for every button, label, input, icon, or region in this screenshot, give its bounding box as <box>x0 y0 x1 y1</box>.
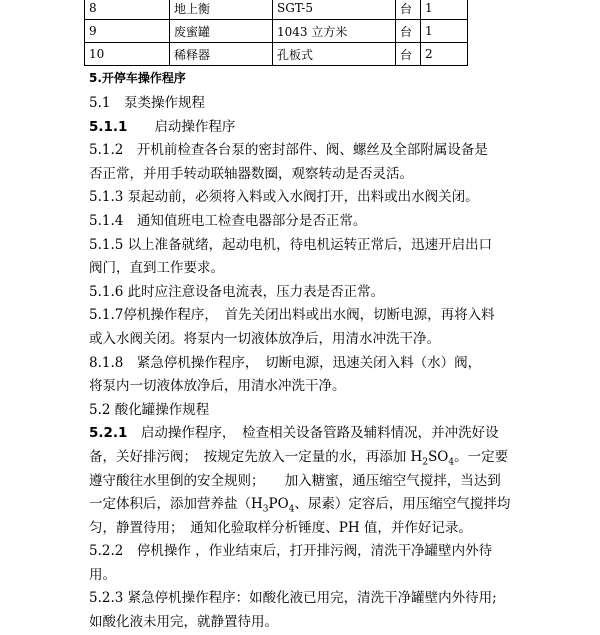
table-cell-unit: 台 <box>396 0 421 20</box>
text-span: 备，关好排污阀； 按规定先放入一定量的水，再添加 H <box>89 448 423 465</box>
paragraph-line: 用。 <box>89 566 116 583</box>
section-heading: 5.开停车操作程序 <box>89 71 186 85</box>
text-span: 。一定要 <box>454 448 509 465</box>
table-cell-spec: 孔板式 <box>273 43 396 66</box>
paragraph-line: 如酸化液未用完，就静置待用。 <box>89 614 278 631</box>
table-cell-qty: 2 <box>421 43 468 66</box>
table-cell-no: 9 <box>85 20 170 43</box>
table-cell-spec: 1043 立方米 <box>273 20 396 43</box>
subscript: 2 <box>422 457 429 468</box>
paragraph-line: 匀，静置待用； 通知化验取样分析锤度、PH 值，并作好记录。 <box>89 519 472 536</box>
table-row <box>85 20 468 43</box>
paragraph-line: 5.1.2 开机前检查各台泵的密封部件、阀、螺丝及全部附属设备是 <box>89 142 488 159</box>
table-cell-no: 8 <box>85 0 170 20</box>
subscript: 4 <box>448 457 455 468</box>
table-cell-no: 10 <box>85 43 170 66</box>
table-cell-unit: 台 <box>396 20 421 43</box>
table-cell-name: 稀释器 <box>170 43 273 66</box>
table-cell-qty: 1 <box>421 0 468 20</box>
paragraph-line <box>89 493 519 517</box>
table-cell-unit: 台 <box>396 43 421 66</box>
subscript: 3 <box>262 504 269 515</box>
item-text: 启动操作程序， 检查相关设备管路及辅料情况，并冲洗好设 <box>127 425 499 442</box>
paragraph-line: 5.1.6 此时应注意设备电流表，压力表是否正常。 <box>89 283 385 300</box>
text-span: SO <box>428 448 449 465</box>
subsection-heading: 5.1 泵类操作规程 <box>89 95 205 111</box>
text-span: 一定体积后，添加营养盐（H <box>89 496 263 513</box>
paragraph-line: 8.1.8 紧急停机操作程序， 切断电源，迅速关闭入料（水）阀， <box>89 354 482 371</box>
table-cell-spec: SGT-5 <box>273 0 396 20</box>
paragraph-line: 5.1.5 以上准备就绪，起动电机，待电机运转正常后，迅速开启出口 <box>89 236 493 253</box>
paragraph-line: 5.2.3 紧急停机操作程序：如酸化液已用完，清洗干净罐壁内外待用; <box>89 590 497 607</box>
paragraph-line: 或入水阀关闭。将泵内一切液体放净后，用清水冲洗干净。 <box>89 330 440 347</box>
text-span: PO <box>268 496 289 513</box>
paragraph-line: 阀门，直到工作要求。 <box>89 260 224 277</box>
item-text: 启动操作程序 <box>154 118 236 135</box>
item-number: 5.1.1 <box>89 118 128 135</box>
paragraph-line <box>89 422 519 446</box>
paragraph-line: 否正常，并用手转动联轴器数圈，观察转动是否灵活。 <box>89 165 413 182</box>
paragraph-line: 5.2.2 停机操作 ，作业结束后，打开排污阀，清洗干净罐壁内外待 <box>89 543 493 560</box>
equipment-table <box>84 0 468 66</box>
item-number: 5.2.1 <box>89 425 128 442</box>
paragraph-line: 遵守酸往水里倒的安全规则； 加入糖蜜，通压缩空气搅拌，当达到 <box>89 472 501 489</box>
paragraph-line: 5.1.7停机操作程序， 首先关闭出料或出水阀，切断电源，再将入料 <box>89 307 495 324</box>
paragraph-line: 将泵内一切液体放净后，用清水冲洗干净。 <box>89 378 346 395</box>
paragraph-line: 5.1.4 通知值班电工检查电器部分是否正常。 <box>89 212 367 229</box>
item-heading <box>89 116 519 140</box>
table-row <box>85 43 468 66</box>
subscript: 4 <box>288 504 295 515</box>
table-cell-qty: 1 <box>421 20 468 43</box>
table-row <box>85 0 468 20</box>
table-cell-name: 地上衡 <box>170 0 273 20</box>
table-cell-name: 废蜜罐 <box>170 20 273 43</box>
document-body <box>89 68 519 635</box>
paragraph-line: 5.1.3 泵起动前，必须将入料或入水阀打开，出料或出水阀关闭。 <box>89 189 479 206</box>
text-span: 、尿素）定容后，用压缩空气搅拌均 <box>294 496 511 513</box>
subsection-heading: 5.2 酸化罐操作规程 <box>89 401 210 418</box>
paragraph-line <box>89 446 519 470</box>
